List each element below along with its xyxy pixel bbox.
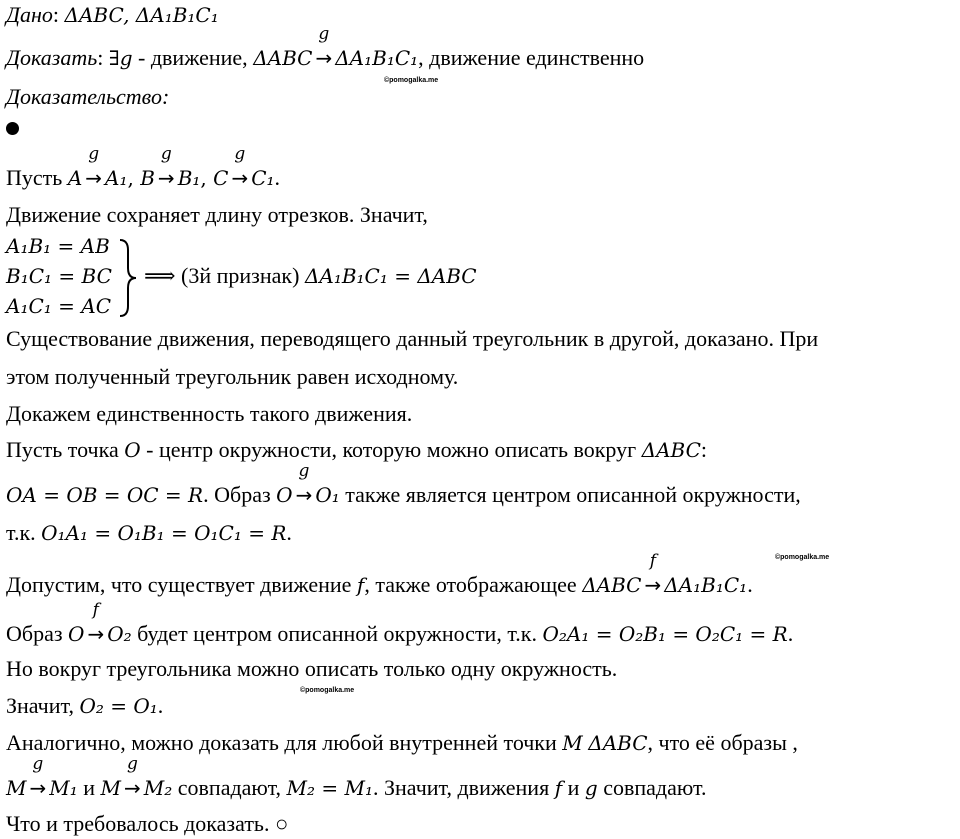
prove-line: Доказать: ∃g - движение, ΔABC g → ΔA₁B₁C₁, движение единственно — [6, 24, 645, 70]
watermark: ©pomogalka.me — [775, 554, 830, 561]
given-content: ΔABC, ΔA₁B₁C₁ — [64, 3, 219, 27]
one-circle-line: Но вокруг треугольника можно описать только одну окружность. — [6, 656, 618, 681]
arrow-icon: g → — [85, 144, 103, 190]
arrow-icon: g → — [295, 461, 313, 507]
image-f-line: Образ O f → O₂ будет центром описанной окружности, т.к. O₂A₁ = O₂B₁ = O₂C₁ = R. — [6, 600, 794, 646]
arrow-icon: f → — [87, 600, 105, 646]
suppose-f-line: Допустим, что существует движение f, также отображающее ΔABC f → ΔA₁B₁C₁. — [6, 551, 753, 597]
images-line: M g → M₁ и M g → M₂ совпадают, M₂ = M₁. Значит, движения f и g совпадают. — [6, 754, 707, 800]
arrow-icon: g → — [157, 144, 175, 190]
arrow-icon: f → — [644, 551, 662, 597]
arrow-icon: g → — [315, 24, 333, 70]
thus-line: Значит, O₂ = O₁. — [6, 693, 164, 718]
arrow-icon: g → — [231, 144, 249, 190]
existence-line-2: этом полученный треугольник равен исходному. — [6, 364, 459, 389]
system-eq1: A₁B₁ = AB — [6, 234, 110, 258]
given-label: Дано — [6, 2, 53, 27]
suppose-line: Пусть A g → A₁, B g → B₁, C g → C₁. — [6, 144, 281, 190]
radius-line: OA = OB = OC = R. Образ O g → O₁ также является центром описанной окружности, — [6, 461, 801, 507]
lengths-paragraph: Движение сохраняет длину отрезков. Значит, — [6, 202, 428, 227]
bullet-icon — [6, 122, 19, 135]
arrow-icon: g → — [124, 754, 141, 800]
watermark: ©pomogalka.me — [300, 687, 355, 694]
existence-line-1: Существование движения, переводящего данный треугольник в другой, доказано. При — [6, 326, 819, 351]
tk-line: т.к. O₁A₁ = O₁B₁ = O₁C₁ = R. — [6, 520, 292, 545]
watermark: ©pomogalka.me — [384, 77, 439, 84]
uniqueness-line: Докажем единственность такого движения. — [6, 401, 413, 426]
right-brace-icon — [116, 238, 140, 318]
proof-heading: Доказательство: — [6, 84, 170, 109]
system-eq2: B₁C₁ = BC — [6, 264, 112, 288]
prove-label: Доказать — [6, 45, 98, 70]
center-line: Пусть точка O - центр окружности, которую можно описать вокруг ΔABC: — [6, 437, 708, 462]
system-result: ⟹ (3й признак) ΔA₁B₁C₁ = ΔABC — [144, 263, 477, 288]
given-line: Дано: ΔABC, ΔA₁B₁C₁ — [6, 2, 219, 27]
arrow-icon: g → — [29, 754, 47, 800]
qed-line: Что и требовалось доказать. ○ — [6, 811, 289, 836]
similar-line: Аналогично, можно доказать для любой внутренней точки M ΔABC, что её образы , — [6, 730, 798, 755]
system-eq3: A₁C₁ = AC — [6, 294, 111, 318]
